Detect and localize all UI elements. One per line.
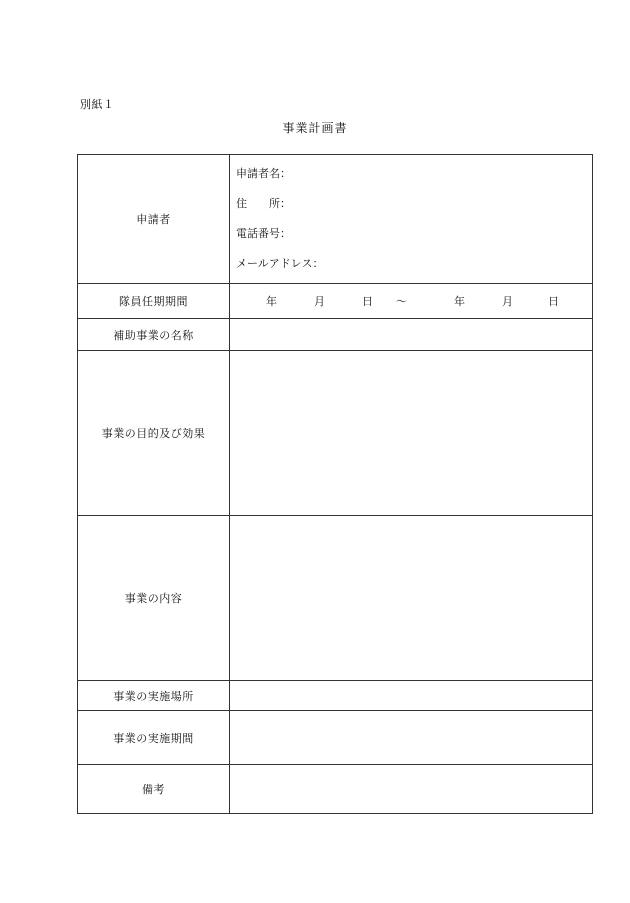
- attachment-label: 別紙１: [80, 98, 115, 111]
- project-name-field[interactable]: [230, 319, 593, 351]
- applicant-email-field[interactable]: メールアドレス：: [236, 257, 324, 270]
- purpose-label: 事業の目的及び効果: [78, 351, 230, 516]
- period-field[interactable]: [230, 711, 593, 765]
- applicant-info-cell: [230, 155, 593, 284]
- remarks-field[interactable]: [230, 765, 593, 814]
- project-name-row: [78, 319, 593, 351]
- term-end-day: 日: [548, 295, 559, 308]
- term-start-year: 年: [266, 295, 277, 308]
- purpose-row: [78, 351, 593, 516]
- location-field[interactable]: [230, 681, 593, 711]
- content-field[interactable]: [230, 516, 593, 681]
- applicant-label: 申請者: [78, 155, 230, 284]
- term-separator: ～: [396, 295, 407, 308]
- content-label: 事業の内容: [78, 516, 230, 681]
- purpose-field[interactable]: [230, 351, 593, 516]
- project-name-label: 補助事業の名称: [78, 319, 230, 351]
- term-period-field[interactable]: [230, 284, 593, 319]
- term-label: 隊員任期期間: [78, 284, 230, 319]
- plan-form-table: [77, 154, 593, 814]
- content-row: [78, 516, 593, 681]
- term-end-month: 月: [502, 295, 513, 308]
- applicant-phone-field[interactable]: 電話番号：: [236, 227, 291, 240]
- applicant-row: [78, 155, 593, 284]
- document-title: 事業計画書: [282, 121, 348, 135]
- term-start-month: 月: [314, 295, 325, 308]
- location-row: [78, 681, 593, 711]
- applicant-name-field[interactable]: 申請者名：: [236, 167, 291, 180]
- location-label: 事業の実施場所: [78, 681, 230, 711]
- remarks-row: [78, 765, 593, 814]
- period-label: 事業の実施期間: [78, 711, 230, 765]
- remarks-label: 備考: [78, 765, 230, 814]
- term-row: [78, 284, 593, 319]
- term-start-day: 日: [362, 295, 373, 308]
- term-end-year: 年: [454, 295, 465, 308]
- applicant-address-field[interactable]: 住 所：: [236, 197, 291, 210]
- period-row: [78, 711, 593, 765]
